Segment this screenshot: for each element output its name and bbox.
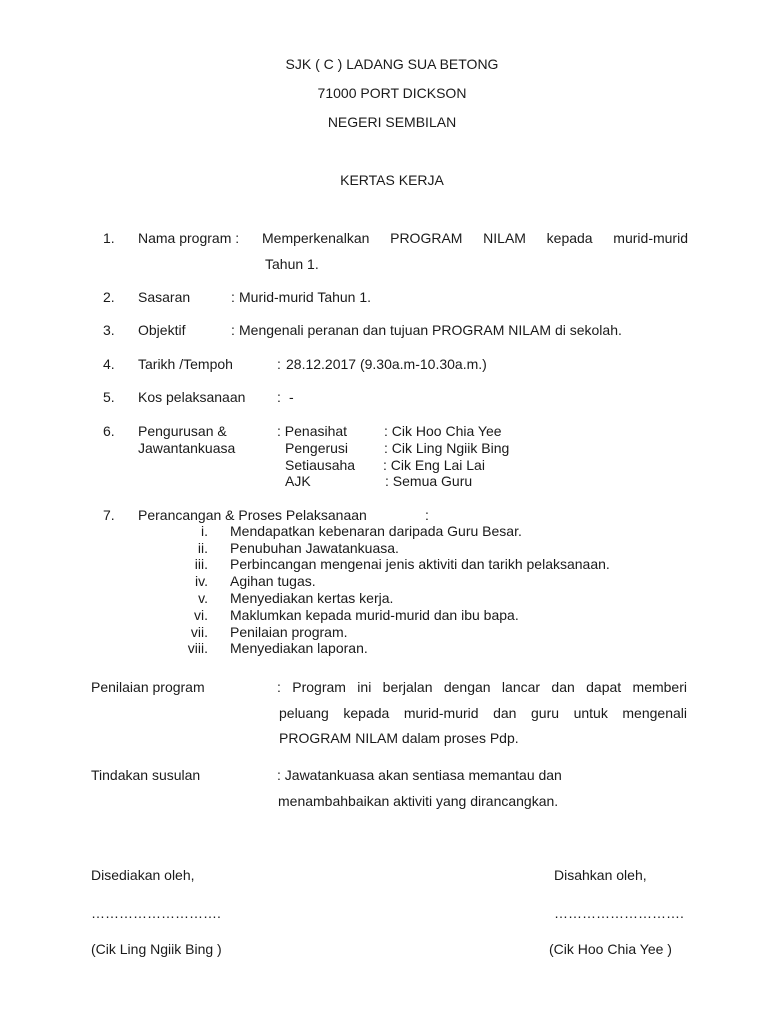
step-text: Mendapatkan kebenaran daripada Guru Besar. bbox=[230, 523, 522, 539]
step-text: Menyediakan kertas kerja. bbox=[230, 590, 394, 606]
followup-text: : Jawatankuasa akan sentiasa memantau dan bbox=[277, 767, 562, 783]
item-4-label: Tarikh /Tempoh bbox=[138, 356, 233, 372]
item-1-value-cont: Tahun 1. bbox=[265, 256, 319, 272]
evaluation-label: Penilaian program bbox=[91, 679, 205, 695]
prepared-by-label: Disediakan oleh, bbox=[91, 867, 195, 883]
item-3-label: Objektif bbox=[138, 322, 186, 338]
followup-label: Tindakan susulan bbox=[91, 767, 201, 783]
item-2-separator: : bbox=[231, 289, 235, 305]
step-numeral: vii. bbox=[190, 624, 208, 640]
step-numeral: vi. bbox=[194, 607, 208, 623]
item-5-number: 5. bbox=[103, 389, 115, 405]
committee-role: : Penasihat bbox=[277, 423, 348, 439]
school-name: SJK ( C ) LADANG SUA BETONG bbox=[285, 56, 499, 72]
step-text: Agihan tugas. bbox=[230, 573, 316, 589]
committee-role: Pengerusi bbox=[285, 440, 349, 456]
school-address: 71000 PORT DICKSON bbox=[317, 85, 467, 101]
approved-by-name: (Cik Hoo Chia Yee ) bbox=[549, 941, 672, 957]
step-text: Menyediakan laporan. bbox=[230, 640, 368, 656]
item-3-number: 3. bbox=[103, 322, 115, 338]
committee-role: Setiausaha bbox=[285, 457, 356, 473]
prepared-by-name: (Cik Ling Ngiik Bing ) bbox=[91, 941, 222, 957]
evaluation-text: : Program ini berjalan dengan lancar dan dapat memberi bbox=[277, 679, 687, 695]
signature-line-left: ………………………. bbox=[91, 905, 221, 921]
step-text: Penubuhan Jawatankuasa. bbox=[230, 540, 399, 556]
committee-name: : Cik Eng Lai Lai bbox=[383, 457, 485, 473]
item-7-number: 7. bbox=[103, 507, 115, 523]
item-1-label: Nama program : bbox=[138, 230, 240, 246]
committee-name: : Semua Guru bbox=[385, 473, 473, 489]
evaluation-text-end: PROGRAM NILAM dalam proses Pdp. bbox=[279, 730, 519, 746]
approved-by-label: Disahkan oleh, bbox=[554, 867, 647, 883]
step-text: Penilaian program. bbox=[230, 624, 348, 640]
item-2-label: Sasaran bbox=[138, 289, 191, 305]
item-7-label: Perancangan & Proses Pelaksanaan bbox=[138, 507, 367, 523]
item-5-separator: : bbox=[277, 389, 281, 405]
item-1-number: 1. bbox=[103, 230, 115, 246]
item-4-number: 4. bbox=[103, 356, 115, 372]
item-6-label: Pengurusan & bbox=[138, 423, 227, 439]
item-4-value: 28.12.2017 (9.30a.m-10.30a.m.) bbox=[286, 356, 487, 372]
step-numeral: ii. bbox=[197, 540, 208, 556]
item-2-value: Murid-murid Tahun 1. bbox=[239, 289, 372, 305]
item-2-number: 2. bbox=[103, 289, 115, 305]
step-numeral: viii. bbox=[187, 640, 208, 656]
committee-name: : Cik Hoo Chia Yee bbox=[384, 423, 502, 439]
item-1-value: Memperkenalkan PROGRAM NILAM kepada murid-murid bbox=[262, 230, 688, 246]
document-title: KERTAS KERJA bbox=[340, 172, 444, 188]
step-numeral: v. bbox=[198, 590, 208, 606]
school-state: NEGERI SEMBILAN bbox=[327, 114, 457, 130]
signature-line-right: ………………………. bbox=[554, 905, 684, 921]
item-4-separator: : bbox=[277, 356, 281, 372]
committee-name: : Cik Ling Ngiik Bing bbox=[384, 440, 510, 456]
committee-role: AJK bbox=[285, 473, 311, 489]
item-6-label-cont: Jawantankuasa bbox=[138, 440, 236, 456]
followup-text-cont: menambahbaikan aktiviti yang dirancangkan. bbox=[278, 793, 559, 809]
step-text: Maklumkan kepada murid-murid dan ibu bapa. bbox=[230, 607, 519, 623]
step-numeral: iv. bbox=[195, 573, 208, 589]
evaluation-text-cont: peluang kepada murid-murid dan guru untuk mengenali bbox=[279, 705, 687, 721]
step-numeral: iii. bbox=[194, 556, 208, 572]
item-6-number: 6. bbox=[103, 423, 115, 439]
item-3-value: Mengenali peranan dan tujuan PROGRAM NILAM di sekolah. bbox=[239, 322, 622, 338]
item-3-separator: : bbox=[231, 322, 235, 338]
item-7-separator: : bbox=[425, 507, 429, 523]
step-numeral: i. bbox=[201, 523, 208, 539]
step-text: Perbincangan mengenai jenis aktiviti dan tarikh pelaksanaan. bbox=[230, 556, 610, 572]
item-5-value: - bbox=[289, 389, 294, 405]
item-5-label: Kos pelaksanaan bbox=[138, 389, 246, 405]
